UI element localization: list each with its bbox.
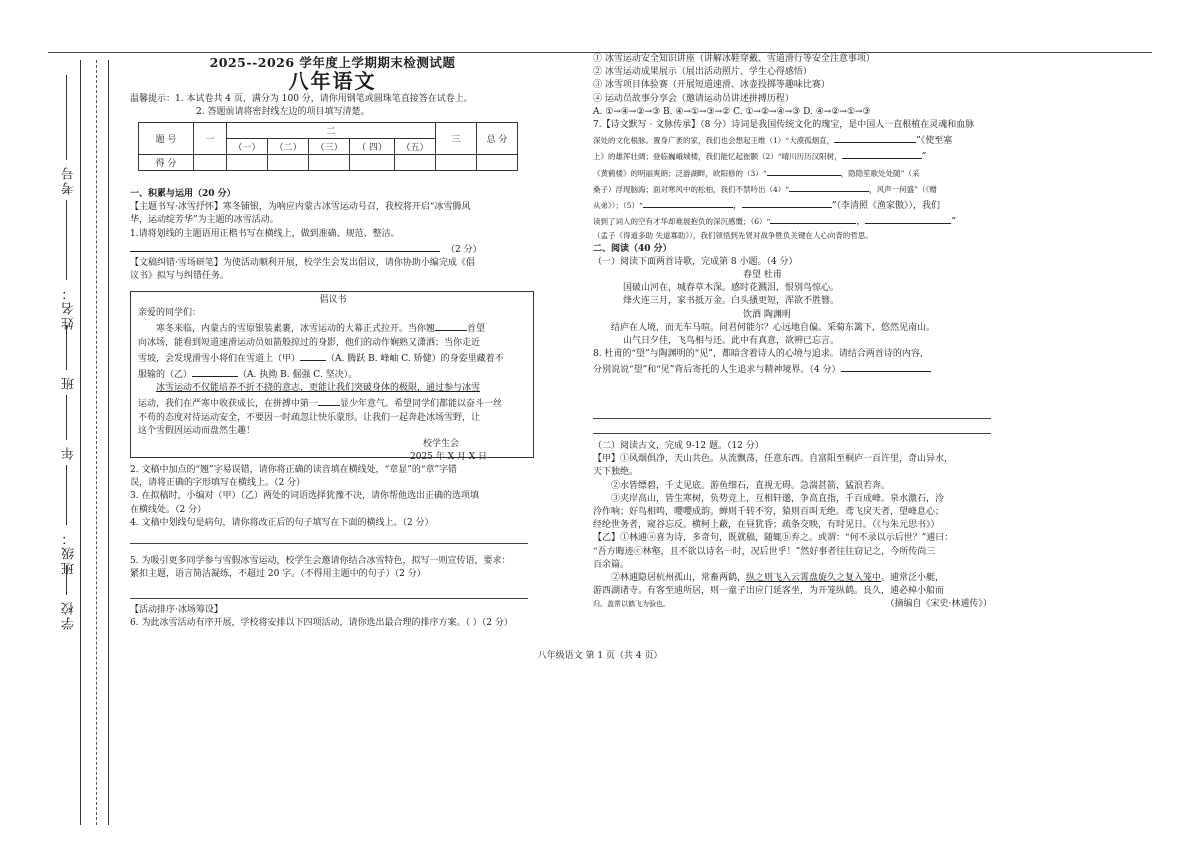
- q8-answer-line-1[interactable]: [593, 418, 991, 419]
- questions-2-4: [130, 464, 535, 530]
- edit-intro-1: 【文稿纠错·雪场研笔】为使活动顺利开展，校学生会发出倡议，请你协助小编完成《倡: [130, 258, 475, 269]
- yi-text-3: 百余篇。: [593, 559, 630, 570]
- q7-text: 读到了词人的空有才华却难展抱负的深沉感慨；（6）“: [593, 217, 771, 227]
- activity-item-1: ① 冰雪运动安全知识讲座（讲解冰鞋穿戴、雪道滑行等安全注意事项）: [593, 54, 875, 64]
- q7-text: 从弟》）；（5）“: [593, 201, 643, 211]
- score-cell[interactable]: [436, 155, 477, 171]
- activity-item-4: ④ 运动员故事分享会（邀请运动员讲述拼搏历程）: [593, 93, 794, 104]
- yi-underlined-sentence: 纵之则飞入云霄盘旋久之复入笼中: [746, 573, 882, 584]
- yi-text-4: 。逋常泛小艇，: [881, 573, 945, 584]
- q7-blank-6a[interactable]: [770, 213, 856, 224]
- q7-text: 上》的雄浑壮阔；登临巍峨城楼，我们能忆起崔颢（2）“晴川历历汉阳树，: [593, 152, 842, 162]
- q7-blank-1[interactable]: [834, 132, 916, 143]
- notice-2: 2. 答题前请将密封线左边的项目填写清楚。: [196, 107, 370, 118]
- score-cell[interactable]: [194, 155, 227, 171]
- question-5: [130, 555, 535, 581]
- score-cell[interactable]: [477, 155, 518, 171]
- q8-text-2: 分别说说“望”和“见”背后寄托的人生追求与精神境界。（4 分）: [593, 365, 841, 376]
- jia-text-3: ②水皆缥碧，千丈见底。游鱼细石，直视无碍。急湍甚箭，猛浪若奔。: [611, 480, 891, 491]
- seal-line-inner: [108, 60, 109, 825]
- banji-blank[interactable]: [66, 465, 67, 525]
- letter-line: 不苟的态度对待运动安全，不要因一时疏忽让快乐蒙形。让我们一起奔赴冰场雪野，让: [138, 412, 481, 423]
- activity-heading: 【活动排序·冰场筹设】: [130, 605, 223, 615]
- score-cell[interactable]: [268, 155, 309, 171]
- yi-text-2: “吾方晦迹ⓒ林壑，且不欲以诗名一时，况后世乎！”然好事者往往窃记之，今所传尚三: [593, 546, 936, 557]
- page-footer: 八年级语文 第 1 页（共 4 页）: [537, 651, 663, 661]
- score-cell[interactable]: [394, 155, 435, 171]
- theme-intro-2: 华，运动绽芳华”为主题的冰雪活动。: [130, 215, 279, 226]
- th-sub-4: （ 四）: [350, 139, 395, 155]
- score-table: [138, 122, 518, 171]
- jia-text-4: ③夹岸高山，皆生寒树，负势竞上，互相轩邈，争高直指，千百成峰。泉水激石，泠: [611, 493, 945, 504]
- yi-text-5: 游西湖诸寺。有客至逋所居，则一童子出应门延客坐，为开笼纵鹤。良久，逋必棹小船而: [593, 586, 945, 597]
- poem-2-line-1: 结庐在人境，而无车马喧。问君何能尔？心远地自偏。采菊东篱下，悠然见南山。: [611, 322, 936, 333]
- letter-line: 首望: [467, 324, 486, 335]
- q7-text: ”: [921, 152, 927, 163]
- letter-line: 显少年意气。希望同学们都能以奋斗一丝: [340, 399, 503, 410]
- q7-text: 深处的文化根脉。置身广袤的家，我们也会想起王维（1）“大漠孤烟直，: [593, 136, 835, 146]
- q3-text-1: 3. 在拟稿时，小编对（甲）（乙）两处的词语选择犹豫不决，请你帮他选出正确的选项填: [130, 491, 479, 502]
- nian-blank[interactable]: [66, 395, 67, 440]
- jia-text-5: 泠作响；好鸟相鸣，嘤嘤成韵。蝉则千转不穷，猿则百叫无绝。鸢飞戾天者，望峰息心；: [593, 507, 945, 518]
- yi-blank[interactable]: [192, 366, 238, 377]
- th-sub-3: （三）: [309, 139, 350, 155]
- q8-answer-blank[interactable]: [841, 361, 931, 372]
- yi-text-6: 归。盖常以鹤飞为验也。: [593, 600, 670, 609]
- q7-blank-5b[interactable]: [742, 197, 832, 208]
- th-2: 二: [227, 123, 436, 139]
- th-sub-5: （五）: [394, 139, 435, 155]
- section-1-heading: 一、积累与运用（20 分）: [130, 189, 236, 199]
- q2-text-1: 2. 文稿中加点的“翘”字易误错，请你将正确的读音填在横线处，“章显”的“章”字错: [130, 465, 458, 475]
- q7-blank-2[interactable]: [842, 148, 922, 159]
- yi-text-1: 【乙】①林逋ⓐ喜为诗，多奇句，既就稿，随辄ⓑ弃之。或谓：“何不录以示后世？”逋曰：: [593, 533, 954, 544]
- letter-signature: 校学生会: [423, 439, 460, 450]
- edit-intro-2: 议书》拟写与纠错任务。: [130, 271, 230, 282]
- seal-line: [80, 60, 81, 825]
- q5-text-1: 5. 为吸引更多同学参与雪假冰雪运动，校学生会邀请你结合冰雪特色，拟写一则宣传语，要求：: [130, 556, 511, 566]
- q1-text: 1.请将划线的主题语用正楷书写在横线上，做到准确、规范、整洁。: [130, 228, 400, 239]
- kaohao-label: 考号: [62, 165, 77, 195]
- th-sub-1: （一）: [227, 139, 268, 155]
- q4-text: 4. 文稿中划线句是病句，请你将改正后的句子填写在下面的横线上。（2 分）: [130, 517, 434, 528]
- q6-options: A. ①→④→②→③ B. ④→①→③→② C. ①→②→④→③ D. ④→②→①→③: [593, 106, 871, 117]
- q7-text-8: （孟子《得道多助 失道寡助》），我们领悟到先贤对战争胜负关键在人心向背的哲思。: [593, 231, 873, 241]
- letter-title: 倡议书: [319, 295, 347, 305]
- xingming-label: 姓名：: [62, 285, 77, 330]
- th-1: 一: [194, 123, 227, 155]
- q1-answer-line[interactable]: [130, 241, 440, 252]
- score-cell[interactable]: [350, 155, 395, 171]
- score-cell[interactable]: [227, 155, 268, 171]
- nian-label: 年: [62, 445, 77, 460]
- section-2-heading: 二、阅读（40 分）: [593, 243, 672, 254]
- ban-blank[interactable]: [66, 325, 67, 370]
- q8-text-1: 8. 杜甫的“望”与陶渊明的“见”，都暗含着诗人的心境与追求。请结合两首诗的内容，: [593, 349, 929, 360]
- letter-blank[interactable]: [318, 395, 340, 406]
- q7-text: ，隐隐笙歌处处随”（采: [840, 168, 920, 178]
- reading-1-heading: （一）阅读下面两首诗歌，完成第 8 小题。（4 分）: [593, 256, 798, 267]
- q7-text: 桑子）浮现脑海；面对寒风中的松柏，我们不禁吟出（4）“: [593, 184, 790, 194]
- poem-2-line-2: 山气日夕佳，飞鸟相与还。此中有真意，欲辨已忘言。: [623, 336, 840, 347]
- letter-line: 雪坡，会发现滑雪小将们在雪道上（甲）: [138, 353, 301, 364]
- letter-greeting: 亲爱的同学们：: [138, 308, 202, 319]
- right-column-top: ① 冰雪运动安全知识讲座（讲解冰鞋穿戴、雪道滑行等安全注意事项） ② 冰雪运动成果展示（展出活动照片、学生心得感悟） ③ 冰雪项目体验赛（开展短道速滑、冰壶投掷等趣味比赛） ④ 运动员故事分享会（邀请运动员讲述拼搏历程） A. ①→④→②→③ B. ④→①→③→② C. ①→②→④→③ D. ④→②→①→③ 7.【诗文默写 · 文脉传承】（8 分）诗词是我国传统文化的瑰宝，是中国人一直根植在灵魂和血脉 深处的文化根脉。置身广袤的家，我们也会想起王维（1）“大漠孤烟直， ”《使至塞 上》的雄浑壮阔；登临巍峨城楼，我们能忆起崔颢（2）“晴川历历汉阳树， ” 《黄鹤楼》的明丽爽朗；泛游湖畔，欧阳修的（3）“ ，隐隐笙歌处处随”（采 桑子）浮现脑海；面对寒风中的松柏，我们不禁吟出（4）“ ，风声一何盛”（《赠 从弟》）；（5）“ ， ”（李清照《渔家傲》），我们 读到了词人的空有才华却难展抱负的深沉感慨；（6）“ ， ” （孟子《得道多助 失道寡助》），我们领悟到先贤对战争胜负关键在人心向背的哲思。 二、阅读（40 分） （一）阅读下面两首诗歌，完成第 8 小题。（4 分） 春望 杜甫 国破山河在，城春草木深。感时花溅泪，恨别鸟惊心。 烽火连三月，家书抵万金。白头搔更短，浑欲不胜簪。 饮酒 陶渊明 结庐在人境，而无车马喧。问君何能尔？心远地自偏。采菊东篱下，悠然见南山。 山气日夕佳，飞鸟相与还。此中有真意，欲辨已忘言。 8. 杜甫的“望”与陶渊明的“见”，都暗含着诗人的心境与追求。请结合两首诗的内容， 分别说说“望”和“见”背后寄托的人生追求与精神境界。（4 分）: [593, 53, 1003, 378]
- q8-answer-line-2[interactable]: [593, 433, 991, 434]
- th-3: 三: [436, 123, 477, 155]
- q7-text: ”: [951, 217, 956, 228]
- poem-1-line-2: 烽火连三月，家书抵万金。白头搔更短，浑欲不胜簪。: [623, 296, 840, 307]
- kaohao-blank[interactable]: [66, 75, 67, 160]
- jia-text-2: 天下独绝。: [593, 467, 639, 478]
- q3-text-2: 在横线处。（2 分）: [130, 504, 207, 515]
- q4-answer-line[interactable]: [130, 543, 528, 544]
- q7-blank-5a[interactable]: [643, 197, 733, 208]
- section-1: [130, 188, 535, 283]
- letter-line: 这个雪假因运动而盘然生趣！: [138, 425, 256, 436]
- th-total: 总 分: [477, 123, 518, 155]
- left-column: [130, 56, 535, 120]
- letter-line: 向冰场，能看到短道速滑运动员如箭般掠过的身影，他们的动作娴熟又潇洒；当你走近: [138, 337, 481, 348]
- q2-text-2: 误，请将正确的字形填写在横线上。（2 分）: [130, 478, 306, 489]
- q7-blank-6b[interactable]: [865, 213, 951, 224]
- letter-date: 2025 年 X 月 X 日: [410, 452, 488, 463]
- letter-line: （A. 腾跃 B. 峰岫 C. 矫健）的身姿里藏着不: [326, 353, 504, 364]
- exam-title: 2025--2026 学年度上学期期末检测试题: [209, 55, 456, 70]
- proposal-letter: [138, 294, 528, 464]
- q6-text: 6. 为此冰雪活动有序开展，学校将安排以下四项活动，请你选出最合理的排序方案。（ ）（2 分）: [130, 618, 513, 629]
- letter-blank[interactable]: [435, 320, 467, 331]
- poem-1-line-1: 国破山河在，城春草木深。感时花溅泪，恨别鸟惊心。: [623, 283, 840, 294]
- q5-answer-line[interactable]: [130, 598, 528, 599]
- ban-label: 班: [62, 375, 77, 390]
- q7-text: ，风声一何盛”（《赠: [869, 184, 937, 194]
- jia-text-1: 【甲】①风烟俱净，天山共色。从流飘荡，任意东西。自富阳至桐庐一百许里，奇山异水，: [593, 454, 954, 465]
- letter-line: 运动，我们在严寒中收获成长，在拼搏中第一: [138, 399, 319, 410]
- letter-line: 寒冬来临，内蒙古的雪原银装素裹，冰雪运动的大幕正式拉开。当你翘: [156, 324, 436, 335]
- score-cell[interactable]: [309, 155, 350, 171]
- letter-line: 服输的（乙）: [138, 370, 193, 381]
- jia-text-6: 经纶世务者，窥谷忘反。横柯上蔽，在昼犹昏；疏条交映，有时见日。（《与朱元思书》）: [593, 520, 940, 531]
- poem-2-title: 饮酒 陶渊明: [743, 309, 791, 320]
- yi-text-4: ②林逋隐居杭州孤山，常畜两鹤，: [611, 573, 747, 584]
- banji-label: 班级：: [62, 530, 77, 575]
- xingming-blank[interactable]: [66, 200, 67, 280]
- reading-2: [593, 440, 1003, 612]
- activity-item-3: ③ 冰雪项目体验赛（开展短道速滑、冰壶投掷等趣味比赛）: [593, 80, 830, 91]
- score-label: 得 分: [139, 155, 194, 171]
- q7-text: 《黄鹤楼》的明丽爽朗；泛游湖畔，欧阳修的（3）“: [593, 168, 767, 178]
- q5-text-2: 紧扣主题，语言简洁凝练，不超过 20 字。（不得用主题中的句子）（2 分）: [130, 569, 426, 580]
- seal-dotted-line: [96, 60, 97, 825]
- q1-score: （2 分）: [446, 244, 482, 255]
- letter-sick-sentence: 冰雪运动不仅能培养不折不挠的意志，更能让我们突破身体的极限，通过参与冰雪: [156, 383, 481, 394]
- activity-item-2: ② 冰雪运动成果展示（展出活动照片、学生心得感悟）: [593, 67, 812, 78]
- notice-1: 温馨提示：1. 本试卷共 4 页，满分为 100 分，请你用钢笔或圆珠笔直接答在试卷上。: [130, 94, 473, 105]
- th-tihao: 题 号: [139, 123, 194, 155]
- question-6: [130, 604, 535, 630]
- th-sub-2: （二）: [268, 139, 309, 155]
- q7-blank-3[interactable]: [767, 165, 841, 176]
- jia-blank[interactable]: [300, 350, 326, 361]
- reading-2-heading: （二）阅读古文，完成 9-12 题。（12 分）: [593, 441, 764, 451]
- yi-source: （摘编自《宋史·林逋传》）: [890, 599, 992, 610]
- xuexiao-label: 学校: [62, 600, 77, 630]
- theme-intro-1: 【主题书写·冰雪抒怀】寒冬铺银，为响应内蒙古冰雪运动号召，我校将开启“冰雪腾风: [130, 202, 471, 213]
- q7-text: ”（李清照《渔家傲》），我们: [831, 201, 940, 212]
- letter-line: （A. 执拗 B. 倔强 C. 坚决）。: [238, 370, 358, 381]
- q7-text-1: 7.【诗文默写 · 文脉传承】（8 分）诗词是我国传统文化的瑰宝，是中国人一直根植在灵魂和血脉: [593, 120, 975, 131]
- q7-text: ”《使至塞: [916, 136, 953, 147]
- xuexiao-blank[interactable]: [66, 565, 67, 595]
- subject-title: 八年语文: [288, 69, 377, 94]
- q7-blank-4[interactable]: [789, 181, 869, 192]
- poem-1-title: 春望 杜甫: [743, 270, 782, 281]
